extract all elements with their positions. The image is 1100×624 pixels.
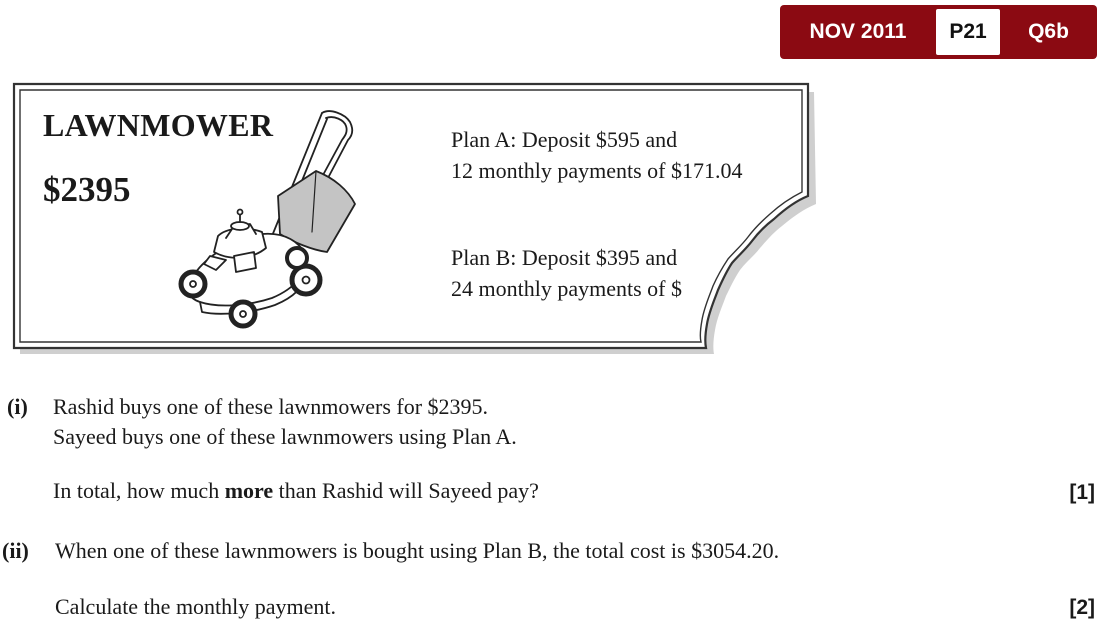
exam-paper-number: P21 [936,9,1000,55]
part-i-question-end: than Rashid will Sayeed pay? [273,478,539,503]
part-i-question-emphasis: more [224,478,274,503]
part-i-label: (i) [7,394,28,419]
plan-b-line-1: Plan B: Deposit $395 and [451,245,678,270]
plan-a-text [451,124,742,186]
part-ii-question: Calculate the monthly payment. [55,594,337,619]
plan-a-line-1: Plan A: Deposit $595 and [451,127,678,152]
question-number: Q6b [1028,20,1069,43]
advert-cash-price: $2395 [43,170,131,209]
part-ii-marks: [2] [1069,596,1095,619]
advert-product-name: LAWNMOWER [43,107,274,143]
part-i-line-2: Sayeed buys one of these lawnmowers using Plan A. [53,424,517,449]
part-ii-label: (ii) [2,538,29,563]
plan-a-line-2: 12 monthly payments of $171.04 [451,158,743,183]
part-i-context [53,392,517,452]
part-ii-context: When one of these lawnmowers is bought using Plan B, the total cost is $3054.20. [55,538,780,563]
plan-b-text [451,242,682,304]
part-i-question-start: In total, how much [53,478,225,503]
part-i-question [53,476,539,506]
part-i-marks: [1] [1069,481,1095,504]
plan-b-line-2: 24 monthly payments of $ [451,276,682,301]
exam-session-date: NOV 2011 [809,20,907,43]
part-i-line-1: Rashid buys one of these lawnmowers for $2395. [53,394,489,419]
